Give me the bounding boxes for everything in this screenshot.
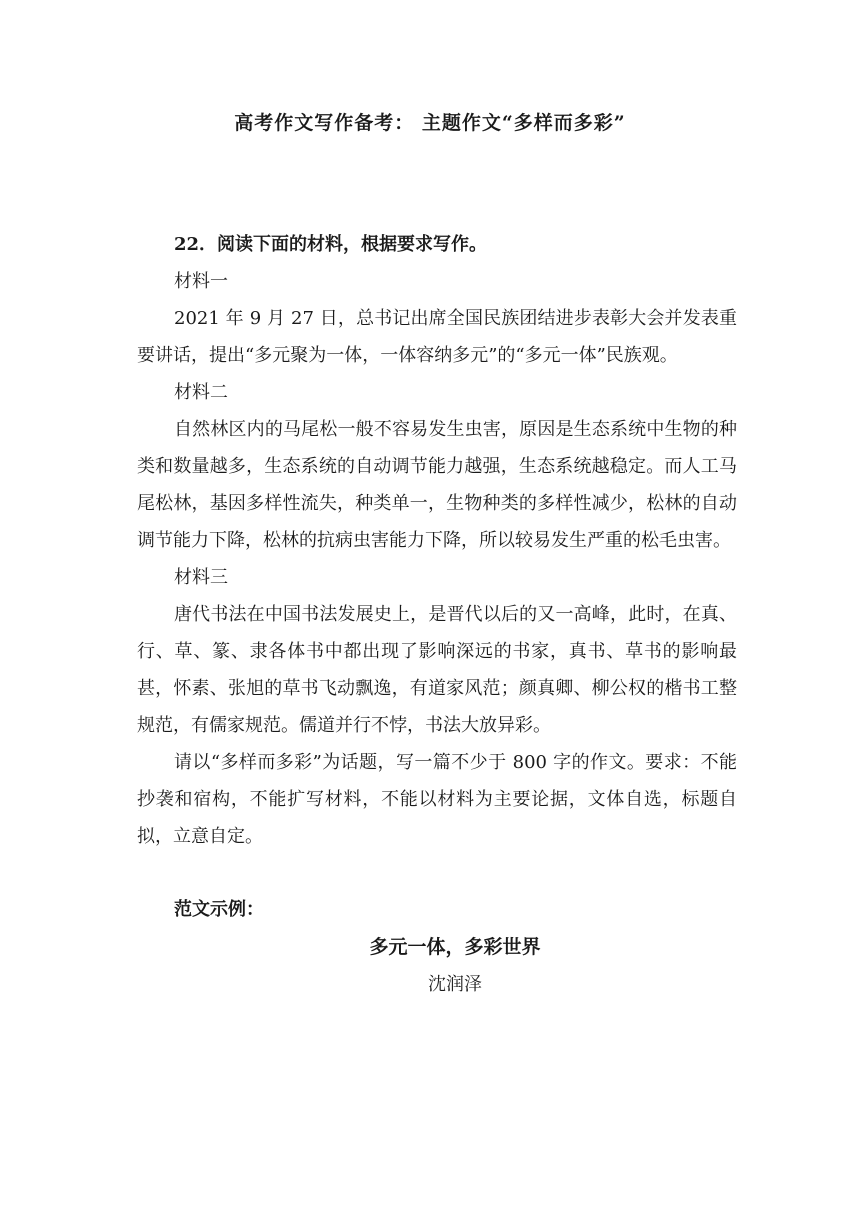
material-1-text: 2021 年 9 月 27 日，总书记出席全国民族团结进步表彰大会并发表重要讲话，提出“多元聚为一体，一体容纳多元”的“多元一体”民族观。	[137, 308, 737, 366]
sample-essay-author: 沈润泽	[428, 974, 482, 995]
writing-requirement: 请以“多样而多彩”为话题，写一篇不少于 800 字的作文。要求：不能抄袭和宿构，不能扩写材料，不能以材料为主要论据，文体自选，标题自拟，立意自定。	[137, 752, 737, 847]
question-heading: 22．阅读下面的材料，根据要求写作。	[174, 234, 488, 255]
sample-essay-title: 多元一体，多彩世界	[369, 936, 541, 958]
spacer	[137, 855, 737, 891]
material-2-text: 自然林区内的马尾松一般不容易发生虫害，原因是生态系统中生物的种类和数量越多，生态系统的自动调节能力越强，生态系统越稳定。而人工马尾松林，基因多样性流失，种类单一，生物种类的多样性减少，松林的自动调节能力下降，松林的抗病虫害能力下降，所以较易发生严重的松毛虫害。	[137, 419, 737, 551]
material-2-label: 材料二	[174, 382, 228, 403]
document-title: 高考作文写作备考： 主题作文“多样而多彩”	[234, 112, 626, 134]
material-3-label: 材料三	[174, 567, 228, 588]
sample-essay-label: 范文示例：	[174, 899, 264, 920]
material-1-label: 材料一	[174, 271, 228, 292]
document-body	[137, 226, 737, 1003]
material-3-text: 唐代书法在中国书法发展史上，是晋代以后的又一高峰，此时，在真、行、草、篆、隶各体书中都出现了影响深远的书家，真书、草书的影响最甚，怀素、张旭的草书飞动飘逸，有道家风范；颜真卿、柳公权的楷书工整规范，有儒家规范。儒道并行不悖，书法大放异彩。	[137, 604, 737, 736]
